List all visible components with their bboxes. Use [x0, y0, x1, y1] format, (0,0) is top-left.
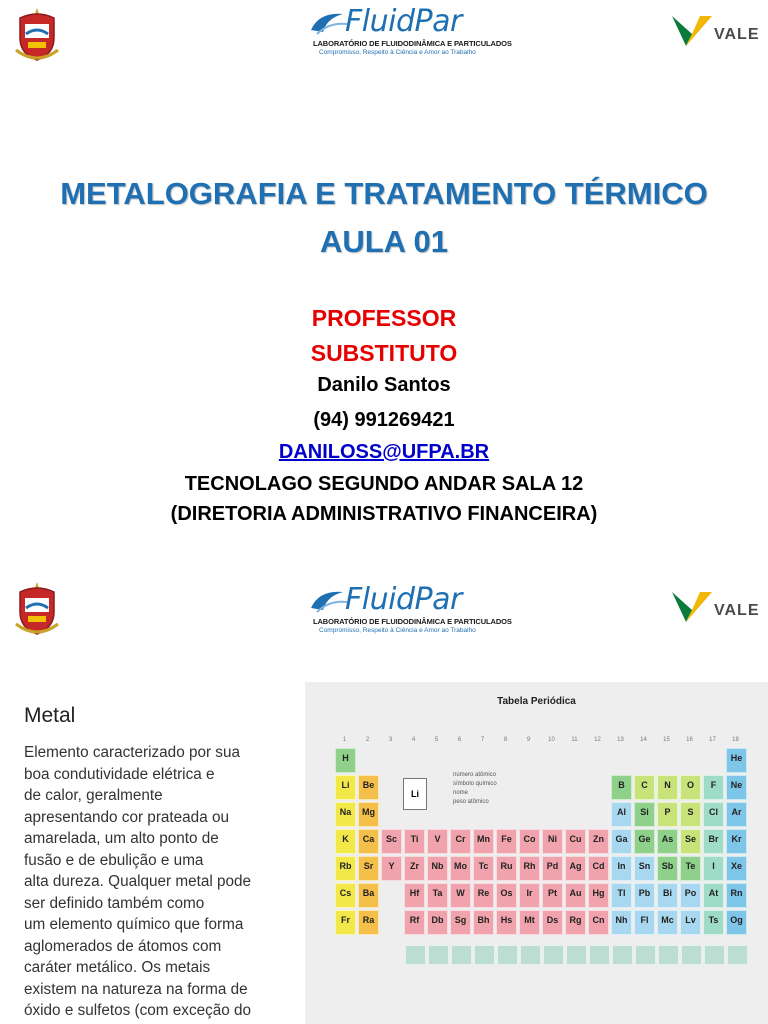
element-cell: Sn — [634, 856, 655, 881]
element-cell: Tc — [473, 856, 494, 881]
element-cell: Rg — [565, 910, 586, 935]
element-cell: Hg — [588, 883, 609, 908]
group-number: 12 — [594, 737, 601, 743]
fluidpar-logo — [305, 4, 512, 66]
element-cell: H — [335, 748, 356, 773]
element-cell: Cs — [335, 883, 356, 908]
element-cell: At — [703, 883, 724, 908]
element-cell: Bi — [657, 883, 678, 908]
group-number: 14 — [640, 737, 647, 743]
element-cell: Sb — [657, 856, 678, 881]
element-cell: Rb — [335, 856, 356, 881]
ufpa-crest-icon — [12, 4, 62, 64]
vale-wordmark: VALE — [714, 602, 760, 619]
element-cell: Cl — [703, 802, 724, 827]
email-link[interactable]: DANILOSS@UFPA.BR — [278, 441, 490, 463]
lanthanide-cell — [520, 945, 541, 965]
element-cell: Ir — [519, 883, 540, 908]
fluidpar-wordmark: FluidPar — [345, 4, 462, 39]
vale-logo — [670, 14, 760, 54]
vale-v-icon — [670, 590, 714, 624]
group-number: 1 — [342, 737, 347, 743]
element-cell: Na — [335, 802, 356, 827]
element-cell: Sg — [450, 910, 471, 935]
element-cell: Fl — [634, 910, 655, 935]
element-cell: Li — [335, 775, 356, 800]
vale-logo — [670, 590, 760, 630]
element-cell: B — [611, 775, 632, 800]
metal-text-line: aglomerados de átomos com — [24, 937, 222, 955]
element-cell: Lv — [680, 910, 701, 935]
periodic-table-image — [305, 682, 768, 1024]
lanthanide-cell — [428, 945, 449, 965]
legend-label: nome — [453, 790, 469, 796]
lanthanide-cell — [612, 945, 633, 965]
lanthanide-cell — [474, 945, 495, 965]
element-cell: Tl — [611, 883, 632, 908]
element-cell: Ba — [358, 883, 379, 908]
element-cell: W — [450, 883, 471, 908]
element-cell: Mn — [473, 829, 494, 854]
fluidpar-tagline: Compromisso, Respeito à Ciência e Amor ao Trabalho — [319, 49, 476, 56]
metal-text-line: amarelada, um alto ponto de — [24, 830, 219, 847]
fluidpar-wordmark: FluidPar — [345, 582, 462, 617]
element-cell: Mo — [450, 856, 471, 881]
element-cell: Ti — [404, 829, 425, 854]
element-cell: Cr — [450, 829, 471, 854]
fluidpar-swirl-icon — [309, 8, 349, 38]
group-number: 5 — [434, 737, 439, 743]
element-cell: Au — [565, 883, 586, 908]
element-cell: N — [657, 775, 678, 800]
element-cell: Nh — [611, 910, 632, 935]
element-cell: Os — [496, 883, 517, 908]
element-cell: Be — [358, 775, 379, 800]
group-number: 9 — [526, 737, 531, 743]
vale-v-icon — [670, 14, 714, 48]
element-cell: Og — [726, 910, 747, 935]
element-cell: Rf — [404, 910, 425, 935]
legend-label: símbolo químico — [453, 781, 497, 787]
element-cell: Mt — [519, 910, 540, 935]
lanthanide-cell — [451, 945, 472, 965]
element-cell: Ne — [726, 775, 747, 800]
metal-text-line: caráter metálico. Os metais — [24, 959, 211, 976]
element-cell: Si — [634, 802, 655, 827]
location-line-1: TECNOLAGO SEGUNDO ANDAR SALA 12 — [184, 473, 584, 495]
group-number: 2 — [365, 737, 370, 743]
group-number: 13 — [617, 737, 624, 743]
metal-text-line: fusão e de ebulição e uma — [24, 851, 204, 869]
group-number: 4 — [411, 737, 416, 743]
element-cell: Sc — [381, 829, 402, 854]
location-line-2: (DIRETORIA ADMINISTRATIVO FINANCEIRA) — [170, 503, 598, 525]
lanthanide-cell — [543, 945, 564, 965]
element-cell: Cn — [588, 910, 609, 935]
vale-wordmark: VALE — [714, 26, 760, 43]
fluidpar-subtitle: LABORATÓRIO DE FLUIDODINÂMICA E PARTICULADOS — [313, 617, 512, 626]
element-cell: Pt — [542, 883, 563, 908]
element-cell: Ca — [358, 829, 379, 854]
group-number: 7 — [480, 737, 485, 743]
metal-text-line: de calor, geralmente — [24, 787, 163, 804]
email-row — [0, 441, 768, 464]
element-cell: Po — [680, 883, 701, 908]
professor-name: Danilo Santos — [317, 374, 451, 396]
element-cell: Ni — [542, 829, 563, 854]
group-number: 11 — [571, 737, 578, 743]
element-cell: Db — [427, 910, 448, 935]
element-cell: Fe — [496, 829, 517, 854]
fluidpar-subtitle: LABORATÓRIO DE FLUIDODINÂMICA E PARTICULADOS — [313, 39, 512, 48]
metal-text-line: ser definido também como — [24, 894, 205, 912]
metal-text-line: Elemento caracterizado por sua — [24, 744, 240, 761]
legend-label: peso atômico — [453, 799, 489, 805]
element-cell: Ra — [358, 910, 379, 935]
element-cell: Al — [611, 802, 632, 827]
metal-text-line: boa condutividade elétrica e — [24, 765, 215, 783]
element-cell: Hf — [404, 883, 425, 908]
slide-metal — [0, 570, 768, 1024]
group-number: 17 — [709, 737, 716, 743]
fluidpar-swirl-icon — [309, 586, 349, 616]
element-cell: Sr — [358, 856, 379, 881]
element-cell: F — [703, 775, 724, 800]
ufpa-crest-icon — [12, 578, 62, 638]
lesson-title: AULA 01 — [319, 224, 449, 259]
element-cell: Br — [703, 829, 724, 854]
group-number: 18 — [732, 737, 739, 743]
element-cell: Pd — [542, 856, 563, 881]
metal-text-line: um elemento químico que forma — [24, 916, 244, 933]
phone-number: (94) 991269421 — [313, 409, 455, 431]
element-cell: Bh — [473, 910, 494, 935]
element-cell: In — [611, 856, 632, 881]
lanthanide-cell — [405, 945, 426, 965]
element-cell: Ru — [496, 856, 517, 881]
role-label: PROFESSOR — [311, 305, 457, 331]
lanthanide-cell — [497, 945, 518, 965]
element-cell: V — [427, 829, 448, 854]
element-cell: He — [726, 748, 747, 773]
fluidpar-logo — [305, 582, 512, 644]
element-cell: Ta — [427, 883, 448, 908]
lanthanide-cell — [635, 945, 656, 965]
element-cell: Ga — [611, 829, 632, 854]
metal-definition — [24, 742, 274, 1022]
course-title: METALOGRAFIA E TRATAMENTO TÉRMICO — [60, 176, 708, 211]
element-cell: Se — [680, 829, 701, 854]
group-number: 8 — [503, 737, 508, 743]
element-cell: I — [703, 856, 724, 881]
element-cell: Fr — [335, 910, 356, 935]
element-cell: Y — [381, 856, 402, 881]
lanthanide-cell — [589, 945, 610, 965]
group-number: 3 — [388, 737, 393, 743]
element-cell: Ds — [542, 910, 563, 935]
element-cell: Rh — [519, 856, 540, 881]
legend-sample-cell: Li — [403, 778, 427, 810]
element-cell: C — [634, 775, 655, 800]
element-cell: Ge — [634, 829, 655, 854]
element-cell: O — [680, 775, 701, 800]
periodic-table-title: Tabela Periódica — [497, 696, 576, 707]
element-cell: Cu — [565, 829, 586, 854]
lanthanide-cell — [704, 945, 725, 965]
element-cell: Te — [680, 856, 701, 881]
element-cell: Pb — [634, 883, 655, 908]
group-number: 6 — [457, 737, 462, 743]
element-cell: Mc — [657, 910, 678, 935]
element-cell: Rn — [726, 883, 747, 908]
element-cell: Ts — [703, 910, 724, 935]
element-cell: Cd — [588, 856, 609, 881]
element-cell: Ar — [726, 802, 747, 827]
metal-heading: Metal — [24, 704, 76, 727]
group-number: 15 — [663, 737, 670, 743]
element-cell: Hs — [496, 910, 517, 935]
element-cell: Kr — [726, 829, 747, 854]
element-cell: Ag — [565, 856, 586, 881]
lanthanide-cell — [566, 945, 587, 965]
element-cell: P — [657, 802, 678, 827]
metal-text-line: óxido e sulfetos (com exceção do — [24, 1002, 252, 1019]
metal-text-line: existem na natureza na forma de — [24, 980, 248, 998]
legend-label: número atômico — [453, 772, 497, 778]
element-cell: Re — [473, 883, 494, 908]
fluidpar-tagline: Compromisso, Respeito à Ciência e Amor ao Trabalho — [319, 627, 476, 634]
role-label-2: SUBSTITUTO — [310, 340, 458, 366]
element-cell: Nb — [427, 856, 448, 881]
lanthanide-cell — [658, 945, 679, 965]
lanthanide-cell — [681, 945, 702, 965]
element-cell: Co — [519, 829, 540, 854]
lanthanide-cell — [727, 945, 748, 965]
element-cell: Mg — [358, 802, 379, 827]
group-number: 16 — [686, 737, 693, 743]
element-cell: S — [680, 802, 701, 827]
element-cell: Xe — [726, 856, 747, 881]
metal-text-line: apresentando cor prateada ou — [24, 808, 229, 826]
element-cell: Zr — [404, 856, 425, 881]
element-cell: K — [335, 829, 356, 854]
group-number: 10 — [548, 737, 555, 743]
metal-text-line: alta dureza. Qualquer metal pode — [24, 873, 252, 890]
element-cell: Zn — [588, 829, 609, 854]
element-cell: As — [657, 829, 678, 854]
